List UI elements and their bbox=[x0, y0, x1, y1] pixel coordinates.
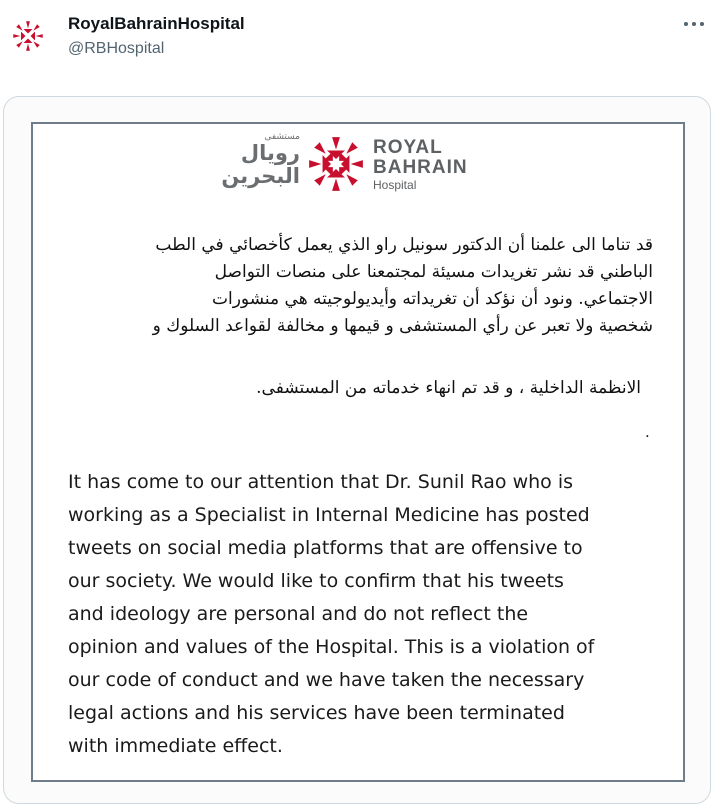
arabic-line: الباطني قد نشر تغريدات مسيئة لمجتمعنا على منصات التواصل bbox=[214, 262, 653, 282]
arabic-line: قد تناما الى علمنا أن الدكتور سونيل راو الذي يعمل كأخصائي في الطب bbox=[155, 235, 653, 255]
english-line: It has come to our attention that Dr. Sunil Rao who is bbox=[68, 471, 574, 493]
english-line: working as a Specialist in Internal Medicine has posted bbox=[68, 504, 590, 526]
logo-arabic-line2: البحرين bbox=[221, 164, 300, 188]
logo-english-text bbox=[373, 138, 468, 193]
more-horizontal-icon bbox=[683, 21, 705, 27]
arabic-last-line: الانظمة الداخلية ، و قد تم انهاء خدماته من المستشفى. bbox=[256, 378, 641, 398]
hospital-star-logo-icon bbox=[308, 136, 364, 192]
arabic-line: الاجتماعي. ونود أن نؤكد أن تغريداته وأيديولوجيته هي منشورات bbox=[212, 289, 653, 309]
more-options-button[interactable] bbox=[681, 14, 707, 34]
english-line: opinion and values of the Hospital. This is a violation of bbox=[68, 636, 595, 658]
english-line: and ideology are personal and do not reflect the bbox=[68, 603, 529, 625]
post-header bbox=[0, 0, 721, 80]
avatar[interactable] bbox=[10, 18, 46, 54]
post-media-card[interactable] bbox=[3, 96, 711, 804]
hospital-logo-icon bbox=[12, 20, 44, 52]
english-line: our society. We would like to confirm that his tweets bbox=[68, 570, 564, 592]
arabic-line: شخصية ولا تعبر عن رأي المستشفى و قيمها و مخالفة لقواعد السلوك و bbox=[152, 316, 653, 336]
logo-english-line2: BAHRAIN bbox=[373, 157, 468, 178]
author-name[interactable]: RoyalBahrainHospital bbox=[68, 14, 245, 33]
logo-arabic-line1: رويال bbox=[240, 141, 300, 165]
author-handle[interactable]: @RBHospital bbox=[68, 40, 165, 57]
logo-english-line3: Hospital bbox=[373, 178, 417, 192]
arabic-trailing-dot: . bbox=[645, 422, 650, 441]
statement-document bbox=[31, 122, 685, 782]
logo-english-line1: ROYAL bbox=[373, 137, 443, 158]
english-line: our code of conduct and we have taken the necessary bbox=[68, 669, 585, 691]
logo-arabic-small: مستشفى bbox=[264, 132, 300, 142]
english-line: with immediate effect. bbox=[68, 735, 283, 757]
logo-arabic-text bbox=[221, 132, 300, 188]
arabic-statement bbox=[69, 232, 653, 340]
english-line: legal actions and his services have been terminated bbox=[68, 702, 565, 724]
english-statement bbox=[68, 466, 678, 763]
english-line: tweets on social media platforms that are offensive to bbox=[68, 537, 583, 559]
